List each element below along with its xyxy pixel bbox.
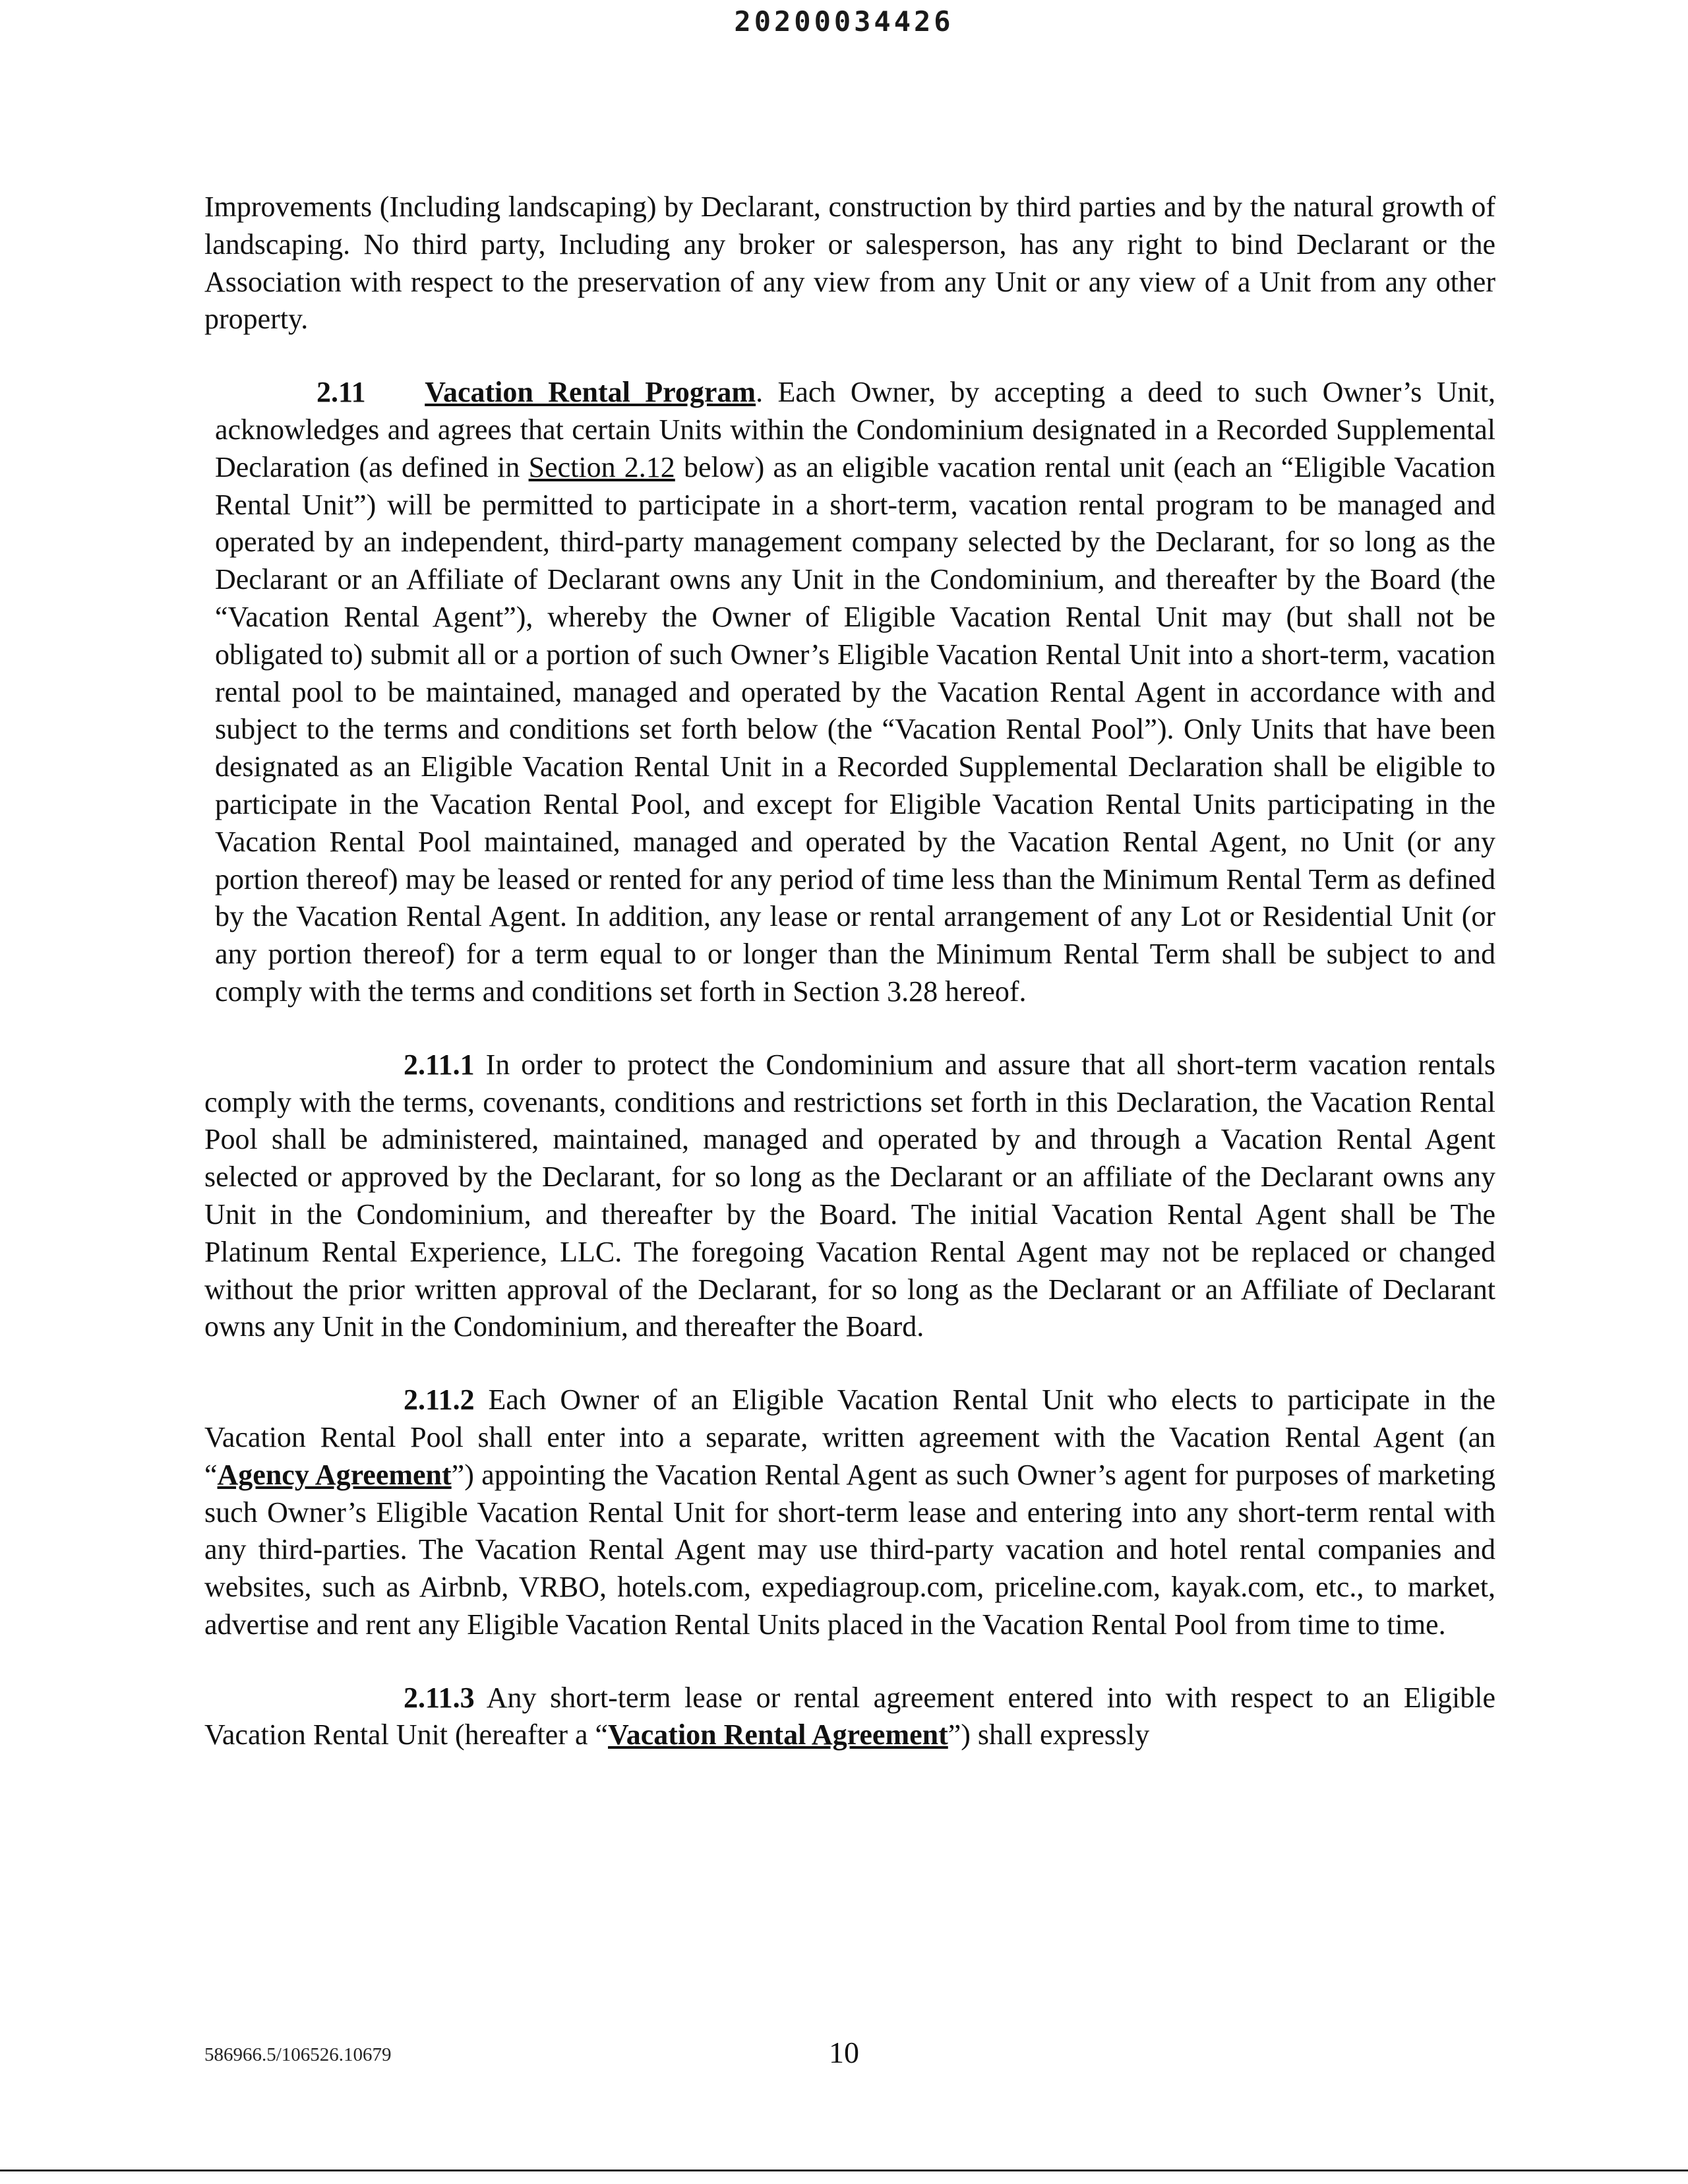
section-2-11-1	[204, 1046, 1495, 1346]
defined-term: Vacation Rental Agreement	[608, 1718, 948, 1751]
section-number: 2.11.3	[404, 1681, 475, 1714]
section-text: Any short-term lease or rental agreement entered into with respect to an Eligible Vacation Rental Unit (hereafter a “	[204, 1681, 1495, 1751]
section-text: . Each Owner, by accepting a deed to such Owner’s Unit, acknowledges and agrees that certain Units within the Condominium designated in a Recorded Supplemental Declaration (as defined in	[215, 376, 1496, 483]
section-text: ”) appointing the Vacation Rental Agent as such Owner’s agent for purposes of marketing such Owner’s Eligible Vacation Rental Unit for short-term lease and entering into any short-term rental with any third-parties. The Vacation Rental Agent may use third-party vacation and hotel rental companies and websites, such as Airbnb, VRBO, hotels.com, expediagroup.com, priceline.com, kayak.com, etc., to market, advertise and rent any Eligible Vacation Rental Units placed in the Vacation Rental Pool from time to time.	[204, 1458, 1495, 1641]
defined-term: Agency Agreement	[217, 1458, 452, 1491]
section-number: 2.11.2	[404, 1383, 475, 1416]
section-title: Vacation Rental Program	[425, 376, 756, 409]
section-2-11	[215, 374, 1495, 1011]
section-text: below) as an eligible vacation rental unit (each an “Eligible Vacation Rental Unit”) will be permitted to participate in a short-term, vacation rental program to be managed and operated by an independent, third-party management company selected by the Declarant, for so long as the Declarant or an Affiliate of Declarant owns any Unit in the Condominium, and thereafter by the Board (the “Vacation Rental Agent”), whereby the Owner of Eligible Vacation Rental Unit may (but shall not be obligated to) submit all or a portion of such Owner’s Eligible Vacation Rental Unit into a short-term, vacation rental pool to be maintained, managed and operated by the Vacation Rental Agent in accordance with and subject to the terms and conditions set forth below (the “Vacation Rental Pool”). Only Units that have been designated as an Eligible Vacation Rental Unit in a Recorded Supplemental Declaration shall be eligible to participate in the Vacation Rental Pool, and except for Eligible Vacation Rental Units participating in the Vacation Rental Pool maintained, managed and operated by the Vacation Rental Agent, no Unit (or any portion thereof) may be leased or rented for any period of time less than the Minimum Rental Term as defined by the Vacation Rental Agent. In addition, any lease or rental arrangement of any Lot or Residential Unit (or any portion thereof) for a term equal to or longer than the Minimum Rental Term shall be subject to and comply with the terms and conditions set forth in Section 3.28 hereof.	[215, 450, 1496, 1008]
section-2-11-3	[204, 1680, 1495, 1755]
section-number: 2.11.1	[404, 1048, 475, 1081]
section-text: In order to protect the Condominium and assure that all short-term vacation rentals comply with the terms, covenants, conditions and restrictions set forth in this Declaration, the Vacation Rental Pool shall be administered, maintained, managed and operated by and through a Vacation Rental Agent selected or approved by the Declarant, for so long as the Declarant or an affiliate of the Declarant owns any Unit in the Condominium, and thereafter by the Board. The initial Vacation Rental Agent shall be The Platinum Rental Experience, LLC. The foregoing Vacation Rental Agent may not be replaced or changed without the prior written approval of the Declarant, for so long as the Declarant or an Affiliate of Declarant owns any Unit in the Condominium, and thereafter the Board.	[204, 1048, 1495, 1343]
document-body	[204, 189, 1495, 1754]
footer-rule	[0, 2169, 1688, 2171]
page-number: 10	[829, 2036, 859, 2069]
section-cross-reference[interactable]: Section 2.12	[528, 450, 675, 483]
section-number: 2.11	[316, 376, 366, 409]
section-text: Each Owner of an Eligible Vacation Rental Unit who elects to participate in the Vacation Rental Pool shall enter into a separate, written agreement with the Vacation Rental Agent (an “	[204, 1383, 1495, 1491]
section-2-11-2	[204, 1381, 1495, 1644]
footer-document-id: 586966.5/106526.10679	[204, 2044, 392, 2065]
paragraph-continuation: Improvements (Including landscaping) by Declarant, construction by third parties and by the natural growth of landscaping. No third party, Including any broker or salesperson, has any right to bind Declarant or the Association with respect to the preservation of any view from any Unit or any view of a Unit from any other property.	[204, 191, 1495, 336]
section-text: ”) shall expressly	[948, 1718, 1150, 1751]
recording-number: 20200034426	[734, 5, 954, 38]
